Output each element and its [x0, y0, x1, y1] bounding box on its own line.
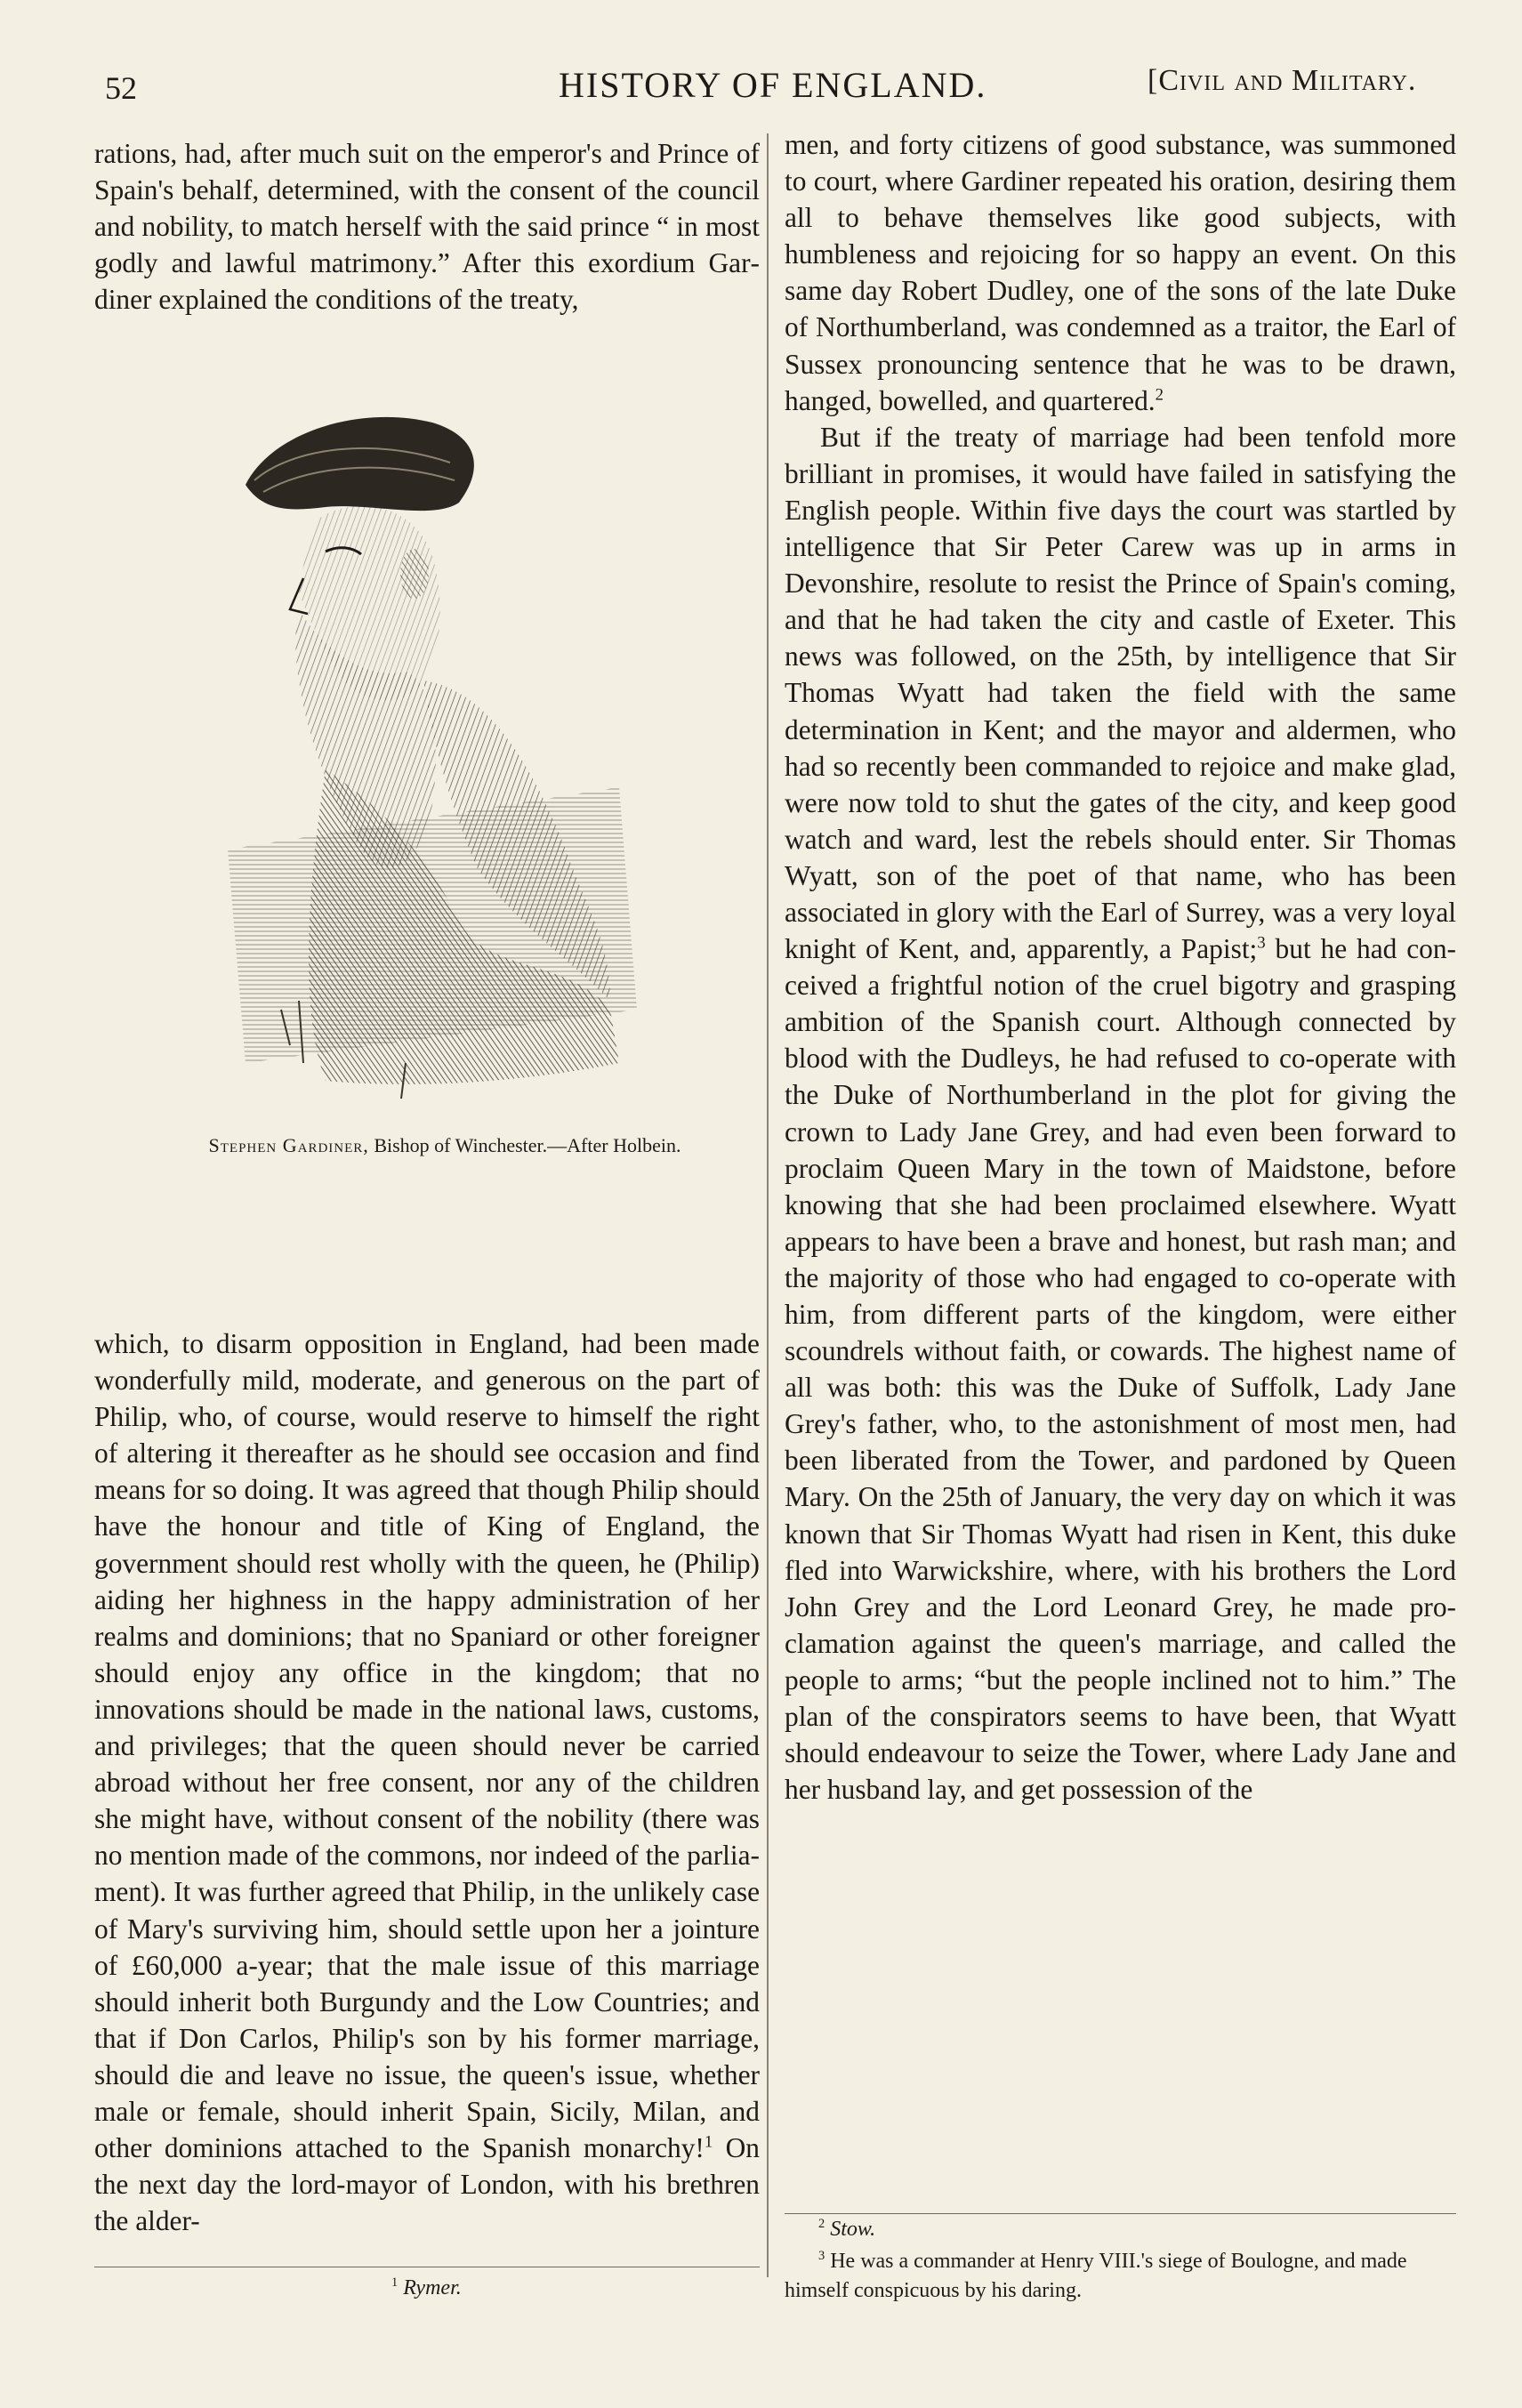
portrait-figure [94, 360, 760, 1156]
caption-name: Stephen Gardiner, [208, 1134, 369, 1156]
footnote-ref-3: 3 [1257, 933, 1266, 953]
page-number: 52 [105, 70, 137, 106]
left-bottom-tail: On the next day the lord-mayor of London, with his brethren the alder- [94, 2132, 760, 2237]
book-title: HISTORY OF ENGLAND. [559, 65, 987, 105]
left-bottom-text: which, to disarm opposition in England, had been made wonderfully mild, moderate, and generous on the part of Philip, who, of course, would reserve to himself the right of altering it thereafter as he should see occasion and find means for so doing. It was agreed that though Philip should have the honour and title of King of England, the government should rest wholly with the queen, he (Philip) aiding her highness in the happy administration of her realms and dominions; that no Spaniard or other foreigner should enjoy any office in the kingdom; that no innovations should be made in the national laws, customs, and privileges; that the queen should never be carried abroad without her free consent, nor any of the children she might have, without consent of the nobility (there was no mention made of the commons, nor indeed of the parliament). It was further agreed that Philip, in the unlikely case of Mary's surviving him, should settle upon her a jointure of £60,000 a-year; that the male issue of this marriage should inherit both Burgundy and the Low Countries; and that if Don Carlos, Philip's son by his former marriage, should die and leave no issue, the queen's issue, whether male or female, should inherit Spain, Sicily, Milan, and other dominions attached to the Spanish monarchy! [94, 1328, 760, 2164]
footnote-1-marker: 1 [391, 2275, 399, 2290]
footnote-2-text: Stow. [830, 2218, 876, 2241]
section-title: [Civil and Military. [1148, 64, 1417, 97]
footnote-ref-1: 1 [704, 2132, 713, 2152]
portrait-engraving [192, 387, 655, 1125]
column-divider [767, 133, 769, 2277]
left-column [94, 135, 760, 318]
footnote-3-marker: 3 [818, 2249, 825, 2263]
right-column [785, 126, 1456, 1808]
left-top-paragraph: rations, had, after much suit on the emperor's and Prince of Spain's behalf, determined, with the consent of the council and nobility, to match herself with the said prince “ in most godly and lawful matrimony.” After this exordium Gardiner explained the conditions of the treaty, [94, 138, 760, 316]
running-header [0, 60, 1522, 114]
right-p1-text: men, and forty citizens of good substance, was summoned to court, where Gardiner repeated his oration, desiring them all to behave themselves like good subjects, with humbleness and rejoicing for so happy an event. On this same day Robert Dudley, one of the sons of the late Duke of Northumberland, was condemned as a traitor, the Earl of Sussex pronouncing sentence that he was to be drawn, hanged, bowelled, and quartered. [785, 129, 1456, 416]
footnote-ref-2: 2 [1155, 385, 1164, 405]
footnote-2 [818, 2215, 875, 2244]
right-p2-text-b: but he had conceived a frightful notion of the cruel bigotry and grasping ambition of the Spanish court. Although connected by blood with the Dudleys, he had refused to co-operate with the Duke of Northumberland in the plot for giving the crown to Lady Jane Grey, and had even been forward to proclaim Queen Mary in the town of Maidstone, before knowing that she had been proclaimed elsewhere. Wyatt appears to have been a brave and honest, but rash man; and the majority of those who had engaged to co-operate with him, from different parts of the kingdom, were either scoundrels without faith, or cowards. The highest name of all was both: this was the Duke of Suffolk, Lady Jane Grey's father, who, to the astonishment of most men, had been liberated from the Tower, and pardoned by Queen Mary. On the 25th of January, the very day on which it was known that Sir Thomas Wyatt had risen in Kent, this duke fled into Warwickshire, where, with his brothers the Lord John Grey and the Lord Leonard Grey, he made proclamation against the queen's marriage, and called the people to arms; “but the people inclined not to him.” The plan of the conspirators seems to have been, that Wyatt should endeavour to seize the Tower, where Lady Jane and her husband lay, and get possession of the [785, 933, 1456, 1806]
left-bottom-paragraph [94, 1325, 760, 2239]
right-paragraph-2 [785, 419, 1456, 1808]
right-p2-text-a: But if the treaty of marriage had been tenfold more brilliant in promises, it would have failed in satisfying the English people. Within five days the court was startled by intelligence that Sir Peter Carew was up in arms in Devonshire, resolute to resist the Prince of Spain's coming, and that he had taken the city and castle of Exeter. This news was followed, on the 25th, by intelligence that Sir Thomas Wyatt had taken the field with the same determination in Kent; and the mayor and aldermen, who had so recently been commanded to rejoice and make glad, were now told to shut the gates of the city, and keep good watch and ward, lest the rebels should enter. Sir Thomas Wyatt, son of the poet of that name, who has been associated in glory with the Earl of Surrey, was a very loyal knight of Kent, and, apparently, a Papist; [785, 421, 1456, 965]
footnote-1-text: Rymer. [403, 2276, 462, 2299]
footnote-rule-right [785, 2213, 1456, 2214]
footnote-2-marker: 2 [818, 2217, 825, 2231]
footnote-1 [391, 2274, 462, 2303]
footnote-3-text: He was a commander at Henry VIII.'s siege of Boulogne, and made himself conspicuous by his daring. [785, 2250, 1407, 2302]
caption-rest: Bishop of Winchester.—After Holbein. [368, 1134, 681, 1156]
right-paragraph-1 [785, 126, 1456, 419]
figure-caption [112, 1134, 777, 1157]
footnote-3 [785, 2247, 1456, 2306]
